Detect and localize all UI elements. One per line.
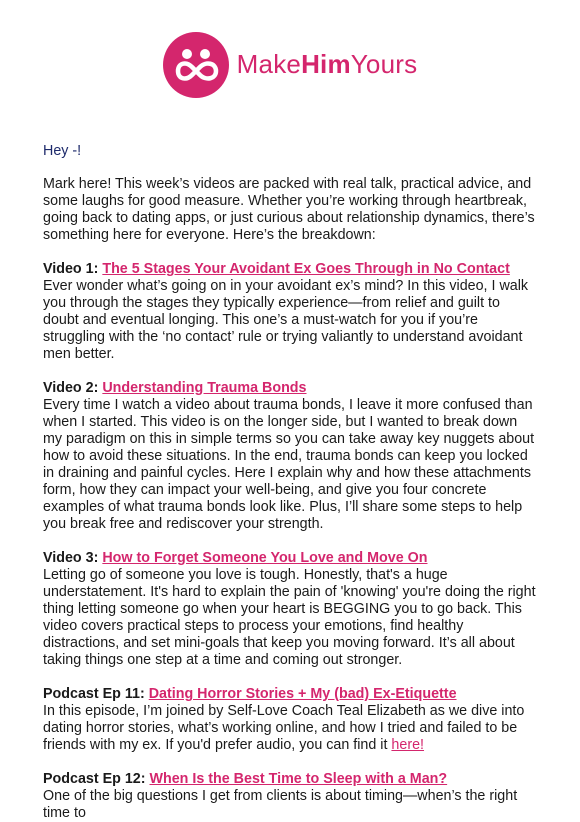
intro-paragraph: Mark here! This week’s videos are packed with real talk, practical advice, and some laughs for good measure. Whether you’re working through heartbreak, going back to dating apps, or just curious about relationship dynamics, there’s something here for everyone. Here’s the breakdown: bbox=[43, 176, 535, 243]
podcast-12-description: One of the big questions I get from clients is about timing—when’s the right time to bbox=[43, 788, 518, 821]
brand-name: MakeHimYours bbox=[236, 49, 418, 79]
video-3-description: Letting go of someone you love is tough. Honestly, that's a huge understatement. It's hard to explain the pain of 'knowing' you're doing the right thing letting someone go when your heart is BEGGING you to go back. This video covers practical steps to process your emotions, find healthy distractions, and set mini-goals that keep you moving forward. It’s all about taking things one step at a time and coming out stronger. bbox=[43, 567, 536, 668]
video-1-label: Video 1: bbox=[43, 261, 99, 277]
podcast-12-section bbox=[43, 771, 537, 822]
video-2-link[interactable]: Understanding Trauma Bonds bbox=[102, 380, 307, 396]
video-2-section bbox=[43, 380, 537, 533]
video-2-description: Every time I watch a video about trauma bonds, I leave it more confused than when I started. This video is on the longer side, but I wanted to break down my paradigm on this in simple terms so you can take away key nuggets about how to avoid these situations. In the end, trauma bonds can keep you locked in draining and painful cycles. Here I explain why and how these attachments form, how they can impact your well-being, and give you four concrete examples of what trauma bonds look like. Plus, I’ll share some steps to help you break free and rediscover your strength. bbox=[43, 397, 535, 532]
podcast-11-label: Podcast Ep 11: bbox=[43, 686, 145, 702]
podcast-12-label: Podcast Ep 12: bbox=[43, 771, 146, 787]
video-2-label: Video 2: bbox=[43, 380, 99, 396]
video-3-label: Video 3: bbox=[43, 550, 99, 566]
podcast-12-link[interactable]: When Is the Best Time to Sleep with a Man? bbox=[149, 771, 448, 787]
video-3-link[interactable]: How to Forget Someone You Love and Move On bbox=[102, 550, 428, 566]
video-3-section bbox=[43, 550, 537, 669]
brand-logo[interactable] bbox=[163, 32, 418, 98]
email-body bbox=[0, 125, 580, 822]
podcast-11-audio-link[interactable]: here! bbox=[391, 737, 425, 753]
video-1-section bbox=[43, 261, 537, 363]
podcast-11-description: In this episode, I’m joined by Self-Love Coach Teal Elizabeth as we dive into dating horror stories, what’s working online, and how I tried and failed to be friends with my ex. If you'd prefer audio, you can find it bbox=[43, 703, 525, 753]
podcast-11-link[interactable]: Dating Horror Stories + My (bad) Ex-Etiquette bbox=[148, 686, 457, 702]
logo-mark-icon bbox=[163, 32, 229, 98]
greeting: Hey -! bbox=[43, 143, 82, 159]
email-header bbox=[0, 0, 580, 125]
video-1-link[interactable]: The 5 Stages Your Avoidant Ex Goes Through in No Contact bbox=[102, 261, 510, 277]
podcast-11-section bbox=[43, 686, 537, 754]
video-1-description: Ever wonder what’s going on in your avoidant ex’s mind? In this video, I walk you through the stages they typically experience—from relief and guilt to doubt and eventual longing. This one’s a must-watch for you if you’re struggling with the ‘no contact’ rule or trying valiantly to understand avoidant men better. bbox=[43, 278, 529, 362]
